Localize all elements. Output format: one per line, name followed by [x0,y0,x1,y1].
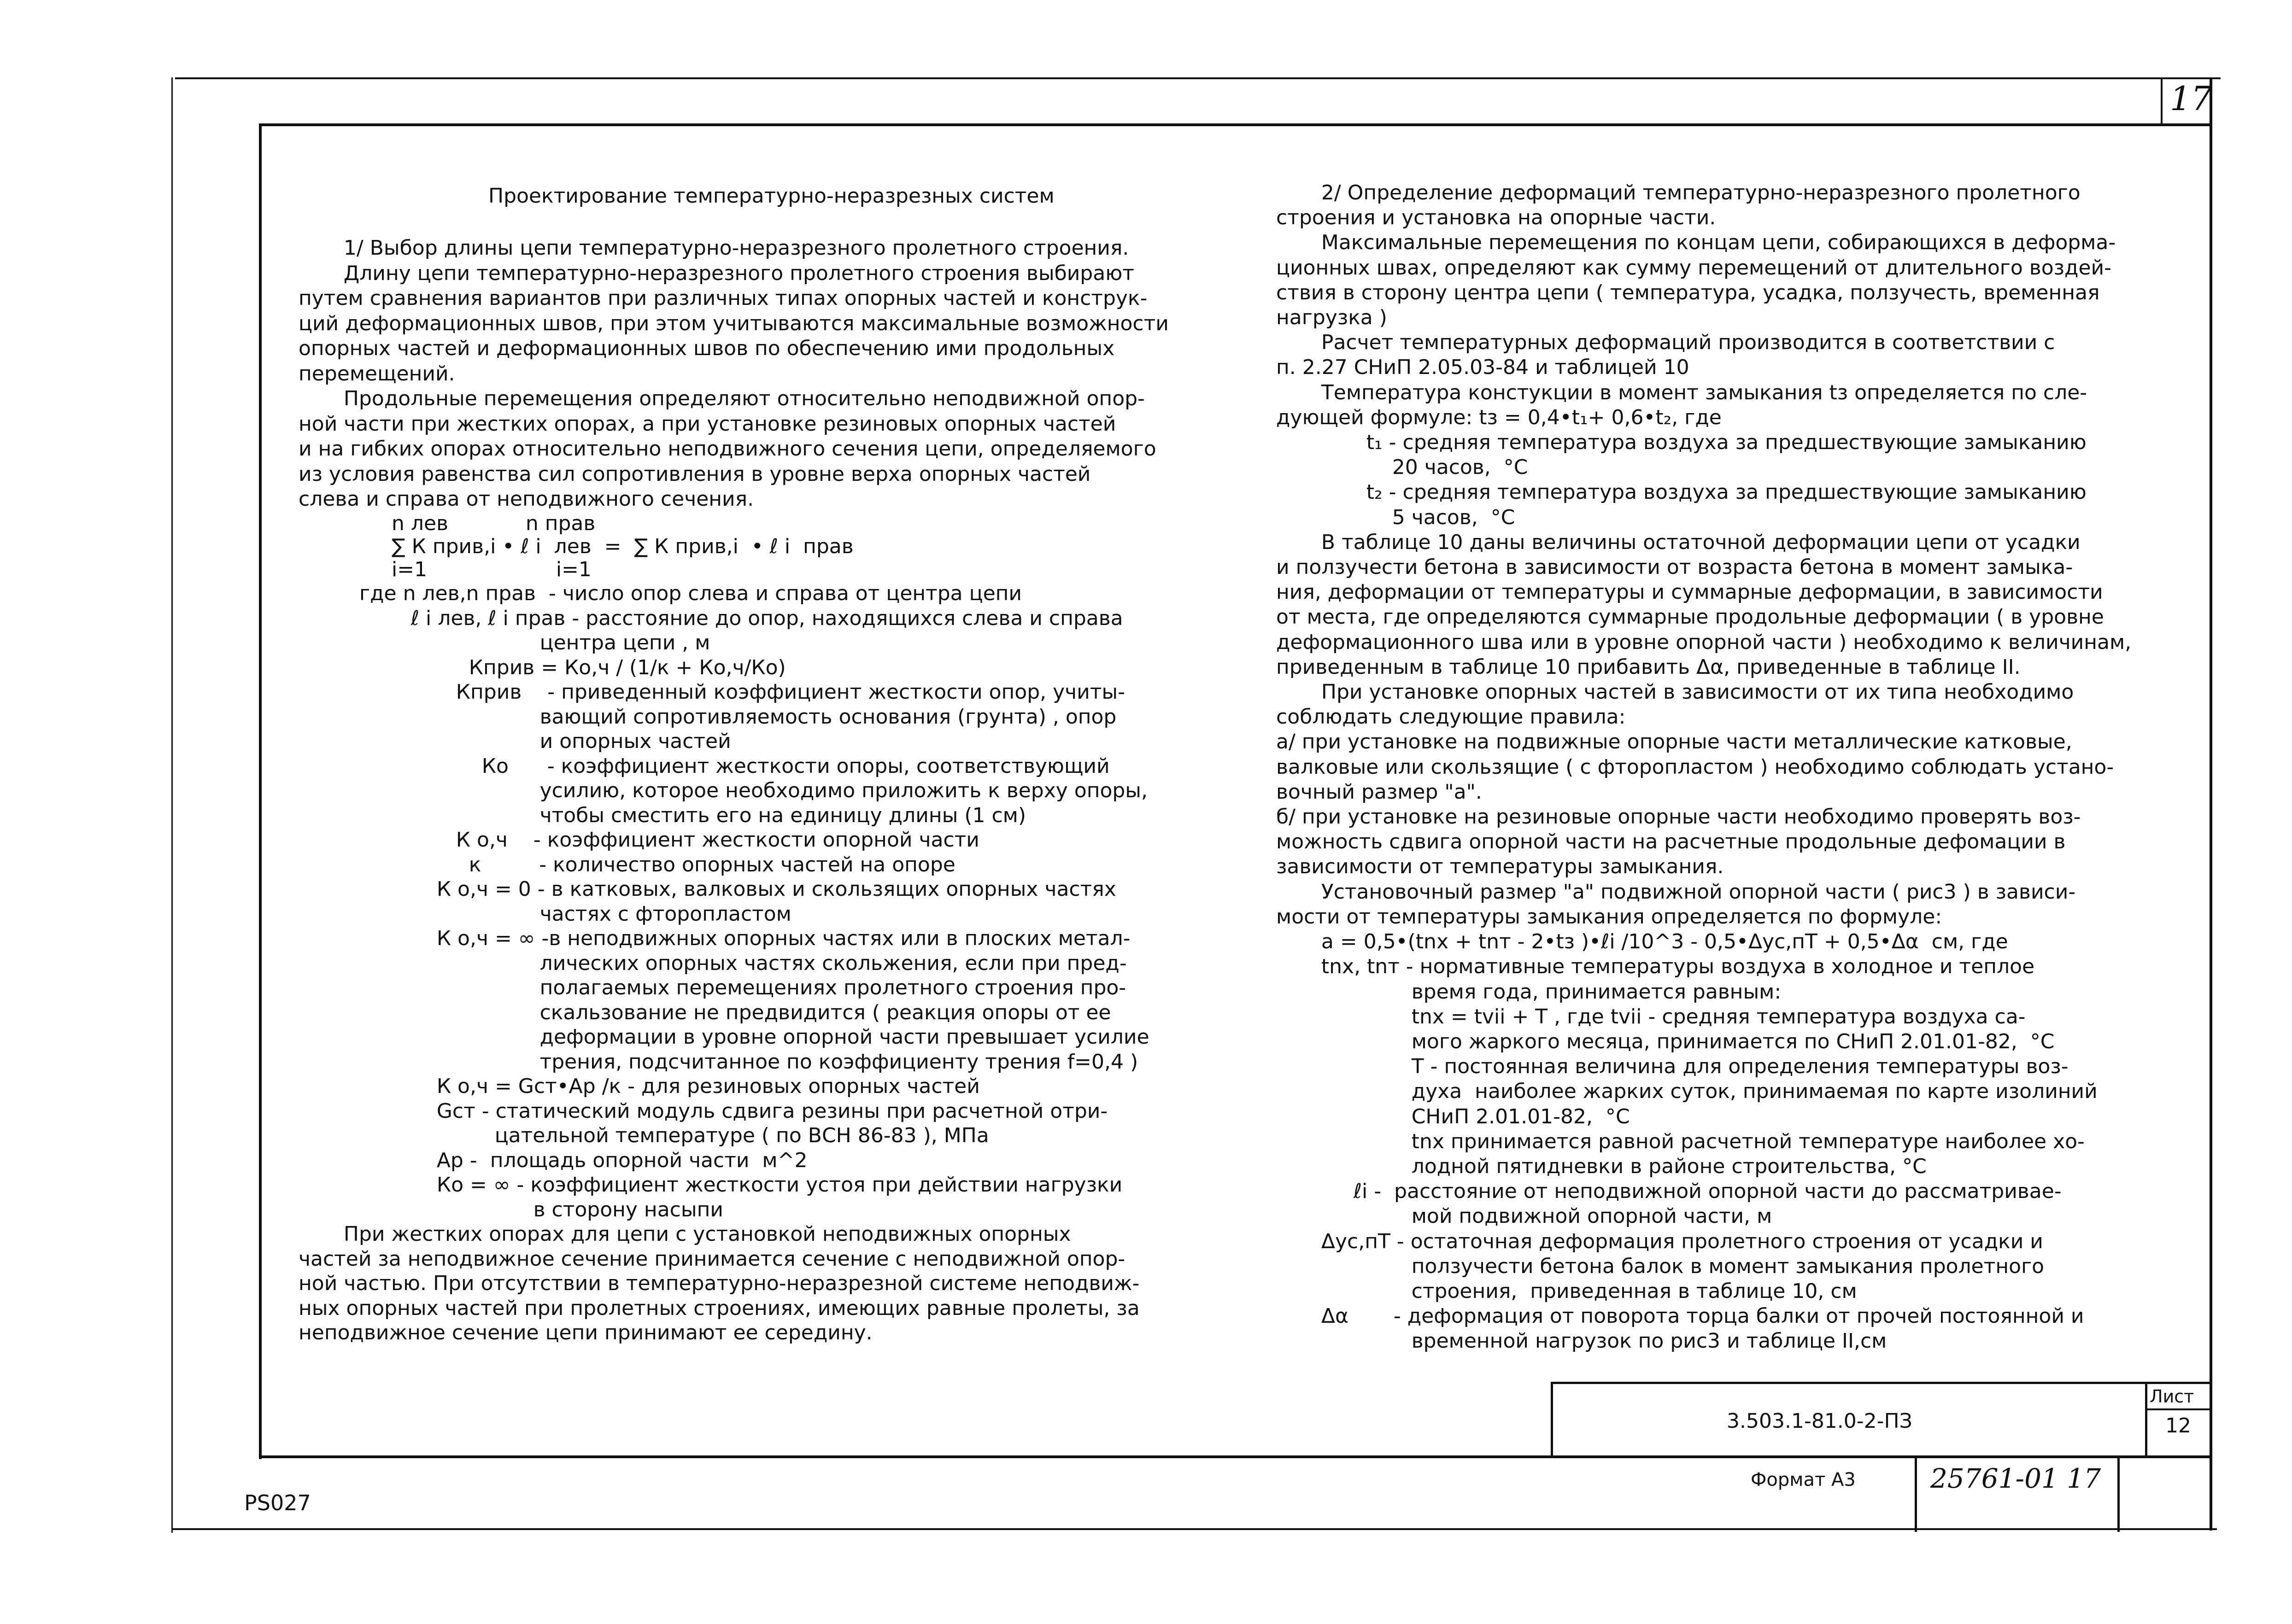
right-line: строения, приведенная в таблице 10, см [1276,1279,1857,1303]
definition-line: При жестких опорах для цепи с установкой неподвижных опорных [299,1222,1071,1246]
document-code: 3.503.1-81.0-2-ПЗ [1727,1409,1912,1433]
right-line: СНиП 2.01.01-82, °C [1276,1104,1630,1128]
frame-top-line [262,123,2210,126]
stamp-top-line [1553,1382,2212,1384]
definition-line: частей за неподвижное сечение принимается сечение с неподвижной опор- [299,1247,1125,1271]
right-line: ния, деформации от температуры и суммарные деформации, в зависимости [1276,580,2103,604]
definition-line: деформации в уровне опорной части превышает усилие [359,1025,1149,1049]
right-line: Δα - деформация от поворота торца балки от прочей постоянной и [1276,1304,2084,1328]
definition-line: Кприв = Ко,ч / (1/к + Ко,ч/Ко) [359,655,786,679]
frame-bottom-line [259,1455,2212,1458]
right-line: t₁ - средняя температура воздуха за предшествующие замыканию [1276,431,2087,455]
left-column-intro [299,236,1169,512]
right-line: Расчет температурных деформаций производится в соответствии с [1276,331,2055,355]
left-line: и на гибких опорах относительно неподвижного сечения цепи, определяемого [299,437,1156,461]
right-line: строения и установка на опорные части. [1276,206,1716,230]
definition-line: и опорных частей [359,730,731,753]
inventory-number: 25761-01 17 [1930,1463,2101,1494]
corner-box-left [2161,77,2163,124]
definition-line: К о,ч = ∞ -в неподвижных опорных частях или в плоских метал- [359,927,1131,950]
right-line: ционных швах, определяют как сумму перемещений от длительного воздей- [1276,256,2112,280]
right-line: В таблице 10 даны величины остаточной деформации цепи от усадки [1276,530,2081,554]
right-line: валковые или скользящие ( с фторопластом ) необходимо соблюдать устано- [1276,755,2114,779]
definition-line: усилию, которое необходимо приложить к верху опоры, [359,779,1148,802]
frame-right-line [2210,77,2212,1531]
definition-line: Ар - площадь опорной части м^2 [359,1148,808,1172]
left-line: путем сравнения вариантов при различных типах опорных частей и конструк- [299,286,1148,310]
right-line: tnx, tnт - нормативные температуры воздуха в холодное и теплое [1276,955,2035,979]
right-line: а/ при установке на подвижные опорные части металлические катковые, [1276,730,2072,754]
definition-line: Gст - статический модуль сдвига резины при расчетной отри- [359,1099,1108,1123]
definition-line: ной частью. При отсутствии в температурно-неразрезной системе неподвиж- [299,1272,1140,1295]
definition-line: центра цепи , м [359,631,710,654]
definition-line: где n лев,n прав - число опор слева и справа от центра цепи [359,582,1022,605]
left-line: ной части при жестких опорах, а при установке резиновых опорных частей [299,412,1116,436]
sum-formula: n лев n прав ∑ К прив,i • ℓ i лев = ∑ К прив,i • ℓ i прав i=1 i=1 [392,512,854,581]
stamp-sheet-label-line [2145,1408,2212,1410]
definition-line: К о,ч - коэффициент жесткости опорной части [359,828,979,852]
sheet-label: Лист [2150,1386,2194,1407]
inventory-box-left [1915,1458,1917,1532]
definition-line: вающий сопротивляемость основания (грунта) , опор [359,705,1117,729]
definition-line: чтобы сместить его на единицу длины (1 см) [359,803,1026,827]
definition-line: ных опорных частей при пролетных строениях, имеющих равные пролеты, за [299,1296,1140,1320]
right-line: лодной пятидневки в районе строительства, °C [1276,1154,1927,1178]
definition-line: лических опорных частях скольжения, если при пред- [359,951,1127,975]
right-line: 20 часов, °C [1276,456,1528,479]
right-line: мой подвижной опорной части, м [1276,1204,1772,1228]
right-line: мого жаркого месяца, принимается по СНиП 2.01.01-82, °C [1276,1029,2055,1053]
right-line: tnx принимается равной расчетной температуре наиболее хо- [1276,1129,2085,1153]
right-line: Установочный размер "а" подвижной опорной части ( рис3 ) в зависи- [1276,880,2076,904]
right-line: дующей формуле: tз = 0,4•t₁+ 0,6•t₂, где [1276,405,1722,429]
definition-line: в сторону насыпи [359,1198,723,1221]
right-line: временной нагрузок по рис3 и таблице II,см [1276,1329,1887,1353]
left-line: 1/ Выбор длины цепи температурно-неразрезного пролетного строения. [299,236,1129,260]
left-line: Длину цепи температурно-неразрезного пролетного строения выбирают [299,261,1134,285]
left-line: перемещений. [299,362,455,386]
right-line: t₂ - средняя температура воздуха за предшествующие замыканию [1276,480,2087,504]
definition-line: Кприв - приведенный коэффициент жесткости опор, учиты- [359,680,1125,704]
right-line: Температура констукции в момент замыкания tз определяется по сле- [1276,380,2087,404]
stamp-left-line [1551,1382,1553,1458]
definition-line: скальзование не предвидится ( реакция опоры от ее [359,1000,1111,1024]
right-line: от места, где определяются суммарные продольные деформации ( в уровне [1276,605,2104,629]
definition-line: трения, подсчитанное по коэффициенту трения f=0,4 ) [359,1050,1138,1074]
right-line: мости от температуры замыкания определяется по формуле: [1276,905,1942,929]
definition-line: частях с фторопластом [359,902,791,926]
right-line: 5 часов, °C [1276,505,1515,529]
outer-left-line [171,77,173,1533]
right-line: деформационного шва или в уровне опорной части ) необходимо к величинам, [1276,630,2132,654]
right-line: ползучести бетона балок в момент замыкания пролетного [1276,1254,2045,1278]
left-line: слева и справа от неподвижного сечения. [299,487,754,511]
right-line: и ползучести бетона в зависимости от возраста бетона в момент замыка- [1276,555,2073,579]
right-line: Δус,пТ - остаточная деформация пролетного строения от усадки и [1276,1229,2043,1253]
right-line: б/ при установке на резиновые опорные части необходимо проверять воз- [1276,805,2081,829]
stamp-sheet-divider [2145,1382,2147,1458]
right-line: 2/ Определение деформаций температурно-неразрезного пролетного [1276,181,2081,204]
right-line: духа наиболее жарких суток, принимаемая по карте изолиний [1276,1080,2098,1104]
sheet-number: 12 [2165,1414,2191,1437]
definition-line: к - количество опорных частей на опоре [359,853,955,876]
right-line: соблюдать следующие правила: [1276,705,1626,729]
right-line: Т - постоянная величина для определения температуры воз- [1276,1055,2069,1079]
definition-line: К о,ч = 0 - в катковых, валковых и скользящих опорных частях [359,877,1116,901]
corner-sheet-number: 17 [2170,79,2212,118]
left-line: Продольные перемещения определяют относительно неподвижной опор- [299,387,1145,410]
left-margin-code: PS027 [244,1490,311,1515]
definition-line: Ко - коэффициент жесткости опоры, соответствующий [359,754,1110,778]
right-line: а = 0,5•(tnx + tnт - 2•tз )•ℓi /10^3 - 0,5•Δус,пТ + 0,5•Δα см, где [1276,930,2008,954]
definition-line: Ко = ∞ - коэффициент жесткости устоя при действии нагрузки [359,1173,1123,1197]
right-line: зависимости от температуры замыкания. [1276,855,1724,879]
frame-left-line [259,123,262,1459]
right-line: ℓi - расстояние от неподвижной опорной части до рассматривае- [1276,1180,2062,1203]
outer-top-line [175,77,2221,79]
right-line: ствия в сторону центра цепи ( температура, усадка, ползучесть, временная [1276,280,2100,304]
section-title: Проектирование температурно-неразрезных систем [488,184,1055,208]
right-column [1276,181,2131,1354]
left-column-definitions [299,581,1149,1345]
definition-line: неподвижное сечение цепи принимают ее середину. [299,1321,873,1344]
definition-line: ℓ i лев, ℓ i прав - расстояние до опор, находящихся слева и справа [359,606,1123,630]
right-line: нагрузка ) [1276,306,1387,330]
right-line: приведенным в таблице 10 прибавить Δα, приведенные в таблице II. [1276,655,2021,679]
definition-line: К о,ч = Gст•Ар /к - для резиновых опорных частей [359,1075,980,1098]
right-line: можность сдвига опорной части на расчетные продольные дефомации в [1276,830,2066,854]
right-line: Максимальные перемещения по концам цепи, собирающихся в деформа- [1276,231,2116,255]
definition-line: цательной температуре ( по ВСН 86-83 ), МПа [359,1124,989,1147]
left-line: опорных частей и деформационных швов по обеспечению ими продольных [299,337,1115,360]
format-label: Формат А3 [1751,1469,1856,1490]
right-line: время года, принимается равным: [1276,980,1782,1004]
definition-line: полагаемых перемещениях пролетного строения про- [359,976,1126,999]
right-line: п. 2.27 СНиП 2.05.03-84 и таблицей 10 [1276,356,1689,380]
inventory-box-right [2117,1458,2120,1532]
left-line: ций деформационных швов, при этом учитываются максимальные возможности [299,311,1169,335]
right-line: tnx = tvii + Т , где tvii - средняя температура воздуха са- [1276,1005,2026,1028]
right-line: вочный размер "а". [1276,780,1482,804]
left-line: из условия равенства сил сопротивления в уровне верха опорных частей [299,462,1091,486]
right-line: При установке опорных частей в зависимости от их типа необходимо [1276,680,2074,704]
outer-bottom-line [171,1528,2217,1530]
